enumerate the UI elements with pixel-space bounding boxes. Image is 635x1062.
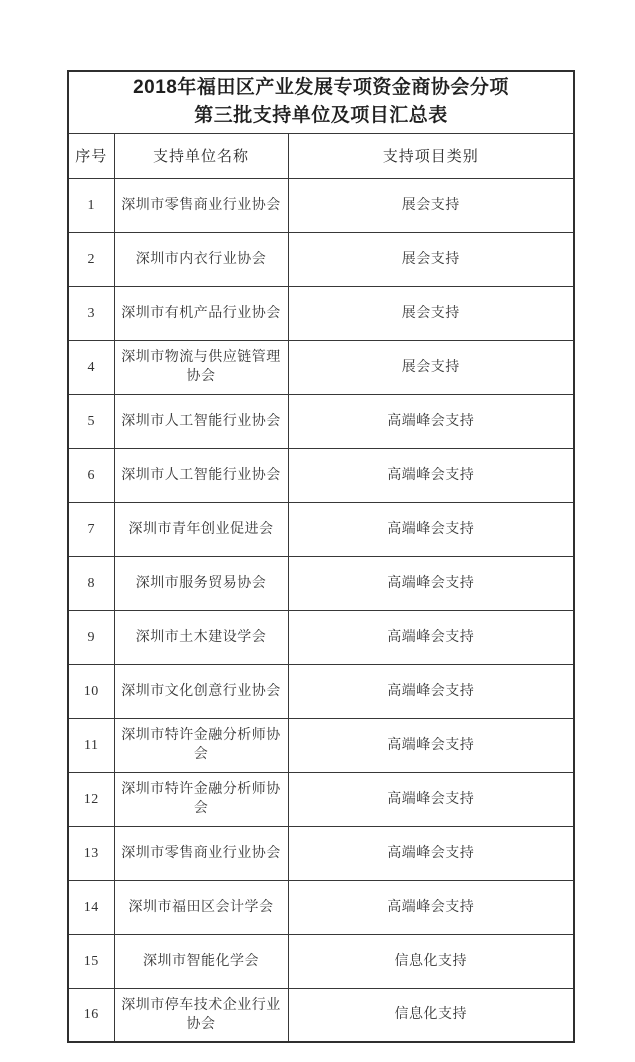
unit-name: 深圳市零售商业行业协会 bbox=[114, 178, 288, 232]
row-index: 9 bbox=[68, 610, 114, 664]
unit-name: 深圳市物流与供应链管理协会 bbox=[114, 340, 288, 394]
project-category: 高端峰会支持 bbox=[288, 610, 574, 664]
row-index: 14 bbox=[68, 880, 114, 934]
unit-name: 深圳市福田区会计学会 bbox=[114, 880, 288, 934]
project-category: 高端峰会支持 bbox=[288, 826, 574, 880]
project-category: 展会支持 bbox=[288, 340, 574, 394]
unit-name: 深圳市有机产品行业协会 bbox=[114, 286, 288, 340]
unit-name: 深圳市文化创意行业协会 bbox=[114, 664, 288, 718]
title-row bbox=[68, 71, 574, 133]
table-title bbox=[68, 71, 574, 133]
project-category: 高端峰会支持 bbox=[288, 664, 574, 718]
row-index: 11 bbox=[68, 718, 114, 772]
table-row bbox=[68, 772, 574, 826]
table-row bbox=[68, 664, 574, 718]
row-index: 7 bbox=[68, 502, 114, 556]
project-category: 展会支持 bbox=[288, 178, 574, 232]
project-category: 高端峰会支持 bbox=[288, 394, 574, 448]
row-index: 5 bbox=[68, 394, 114, 448]
project-category: 高端峰会支持 bbox=[288, 880, 574, 934]
table-row bbox=[68, 934, 574, 988]
unit-name: 深圳市人工智能行业协会 bbox=[114, 448, 288, 502]
project-category: 高端峰会支持 bbox=[288, 772, 574, 826]
unit-name: 深圳市内衣行业协会 bbox=[114, 232, 288, 286]
table-title-line1: 2018年福田区产业发展专项资金商协会分项 bbox=[133, 77, 509, 99]
row-index: 12 bbox=[68, 772, 114, 826]
unit-name: 深圳市服务贸易协会 bbox=[114, 556, 288, 610]
unit-name: 深圳市人工智能行业协会 bbox=[114, 394, 288, 448]
row-index: 6 bbox=[68, 448, 114, 502]
project-category: 高端峰会支持 bbox=[288, 502, 574, 556]
project-category: 信息化支持 bbox=[288, 988, 574, 1042]
support-summary-table bbox=[67, 70, 575, 1043]
row-index: 16 bbox=[68, 988, 114, 1042]
unit-name: 深圳市特许金融分析师协会 bbox=[114, 772, 288, 826]
project-category: 展会支持 bbox=[288, 232, 574, 286]
project-category: 展会支持 bbox=[288, 286, 574, 340]
row-index: 15 bbox=[68, 934, 114, 988]
table-row bbox=[68, 286, 574, 340]
column-header-unit-name: 支持单位名称 bbox=[114, 133, 288, 178]
table-row bbox=[68, 880, 574, 934]
project-category: 高端峰会支持 bbox=[288, 556, 574, 610]
unit-name: 深圳市特许金融分析师协会 bbox=[114, 718, 288, 772]
row-index: 13 bbox=[68, 826, 114, 880]
row-index: 4 bbox=[68, 340, 114, 394]
table-row bbox=[68, 232, 574, 286]
unit-name: 深圳市青年创业促进会 bbox=[114, 502, 288, 556]
unit-name: 深圳市土木建设学会 bbox=[114, 610, 288, 664]
column-header-index: 序号 bbox=[68, 133, 114, 178]
project-category: 高端峰会支持 bbox=[288, 448, 574, 502]
table-row bbox=[68, 340, 574, 394]
table-row bbox=[68, 556, 574, 610]
project-category: 信息化支持 bbox=[288, 934, 574, 988]
row-index: 3 bbox=[68, 286, 114, 340]
column-header-project-category: 支持项目类别 bbox=[288, 133, 574, 178]
row-index: 1 bbox=[68, 178, 114, 232]
table-row bbox=[68, 502, 574, 556]
row-index: 8 bbox=[68, 556, 114, 610]
table-row bbox=[68, 394, 574, 448]
table-row bbox=[68, 610, 574, 664]
header-row bbox=[68, 133, 574, 178]
table-row bbox=[68, 826, 574, 880]
row-index: 10 bbox=[68, 664, 114, 718]
table-title-line2: 第三批支持单位及项目汇总表 bbox=[194, 105, 448, 127]
unit-name: 深圳市智能化学会 bbox=[114, 934, 288, 988]
table-row bbox=[68, 178, 574, 232]
table-row bbox=[68, 448, 574, 502]
project-category: 高端峰会支持 bbox=[288, 718, 574, 772]
table-row bbox=[68, 718, 574, 772]
row-index: 2 bbox=[68, 232, 114, 286]
unit-name: 深圳市零售商业行业协会 bbox=[114, 826, 288, 880]
table-row bbox=[68, 988, 574, 1042]
unit-name: 深圳市停车技术企业行业协会 bbox=[114, 988, 288, 1042]
